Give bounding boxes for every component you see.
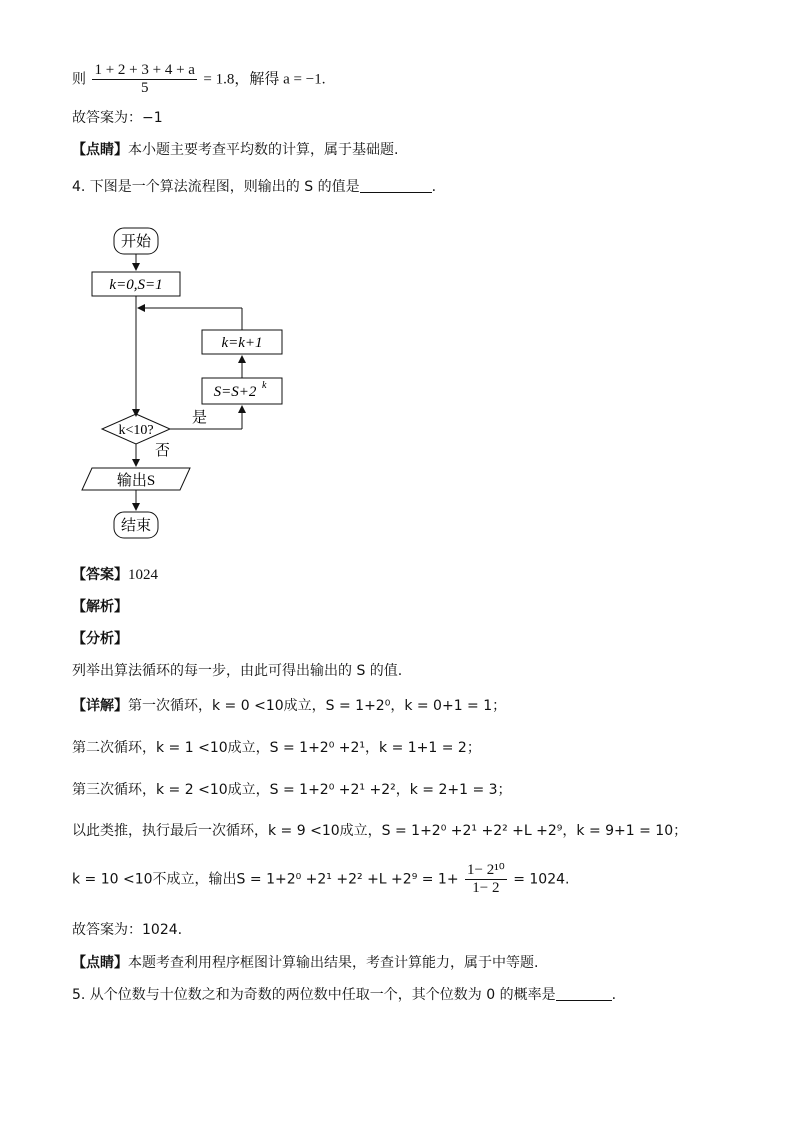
question-4 xyxy=(72,177,436,197)
update-s-exponent: k xyxy=(262,380,267,391)
detail-step-3: 第三次循环，k = 2 <10成立，S = 1+2⁰ +2¹ +2²，k = 2+1 = 3； xyxy=(72,782,512,798)
fenxi-tag: 【分析】 xyxy=(72,631,128,647)
no-label: 否 xyxy=(155,443,171,459)
condition-label: k<10? xyxy=(118,423,154,438)
comment-2-tag: 【点睛】 xyxy=(72,955,128,971)
geometric-sum-fraction xyxy=(465,862,507,897)
question-4-text: 4. 下图是一个算法流程图，则输出的 S 的值是 xyxy=(72,179,360,195)
prev-fraction xyxy=(92,62,197,97)
detail-step-2: 第二次循环，k = 1 <10成立，S = 1+2⁰ +2¹，k = 1+1 = 2； xyxy=(72,740,481,756)
final-answer: 故答案为：1024. xyxy=(72,922,183,938)
answer-value: 1024 xyxy=(128,567,158,583)
detail-step-4: 以此类推，执行最后一次循环，k = 9 <10成立，S = 1+2⁰ +2¹ +2² +L +2⁹，k = 9+1 = 10； xyxy=(72,823,688,839)
comment-2-text: 本题考查利用程序框图计算输出结果，考查计算能力，属于中等题. xyxy=(128,955,539,971)
question-5-blank xyxy=(556,986,612,1001)
answer-tag: 【答案】 xyxy=(72,567,128,583)
prev-fraction-denominator: 5 xyxy=(140,80,149,96)
detail-step-5-post: = 1024. xyxy=(513,871,570,888)
geometric-sum-denominator: 1− 2 xyxy=(472,880,500,896)
geometric-sum-numerator: 1− 2¹⁰ xyxy=(467,862,505,878)
start-label: 开始 xyxy=(120,234,152,250)
answer-line xyxy=(72,565,158,585)
prev-prefix: 则 xyxy=(72,71,86,88)
prev-equation xyxy=(72,62,325,97)
prev-comment-text: 本小题主要考查平均数的计算，属于基础题. xyxy=(128,142,399,158)
question-4-blank xyxy=(360,178,432,193)
update-k-label: k=k+1 xyxy=(221,335,263,351)
detail-tag: 【详解】 xyxy=(72,698,128,714)
detail-step-1 xyxy=(72,696,506,716)
detail-step-5 xyxy=(72,862,569,897)
prev-equation-rest: = 1.8，解得 a = −1. xyxy=(203,71,326,88)
prev-fraction-numerator: 1 + 2 + 3 + 4 + a xyxy=(94,62,195,78)
end-label: 结束 xyxy=(120,518,152,534)
algorithm-flowchart xyxy=(72,222,312,552)
question-5-text: 5. 从个位数与十位数之和为奇数的两位数中任取一个，其个位数为 0 的概率是 xyxy=(72,987,556,1003)
comment-2 xyxy=(72,953,538,973)
fenxi-text: 列举出算法循环的每一步，由此可得出输出的 S 的值. xyxy=(72,663,403,679)
question-5 xyxy=(72,985,616,1005)
prev-comment-tag: 【点睛】 xyxy=(72,142,128,158)
question-4-end: . xyxy=(431,179,437,195)
question-5-end: . xyxy=(611,987,617,1003)
analysis-tag: 【解析】 xyxy=(72,599,128,615)
update-s-label: S=S+2 xyxy=(213,384,257,400)
detail-step-5-pre: k = 10 <10不成立，输出S = 1+2⁰ +2¹ +2² +L +2⁹ = 1+ xyxy=(72,871,459,888)
prev-answer: 故答案为：−1 xyxy=(72,110,163,126)
prev-comment xyxy=(72,140,398,160)
yes-label: 是 xyxy=(192,410,208,426)
detail-step-1-text: 第一次循环，k = 0 <10成立，S = 1+2⁰，k = 0+1 = 1； xyxy=(128,698,507,714)
output-label: 输出S xyxy=(116,473,156,489)
init-label: k=0,S=1 xyxy=(109,277,163,293)
